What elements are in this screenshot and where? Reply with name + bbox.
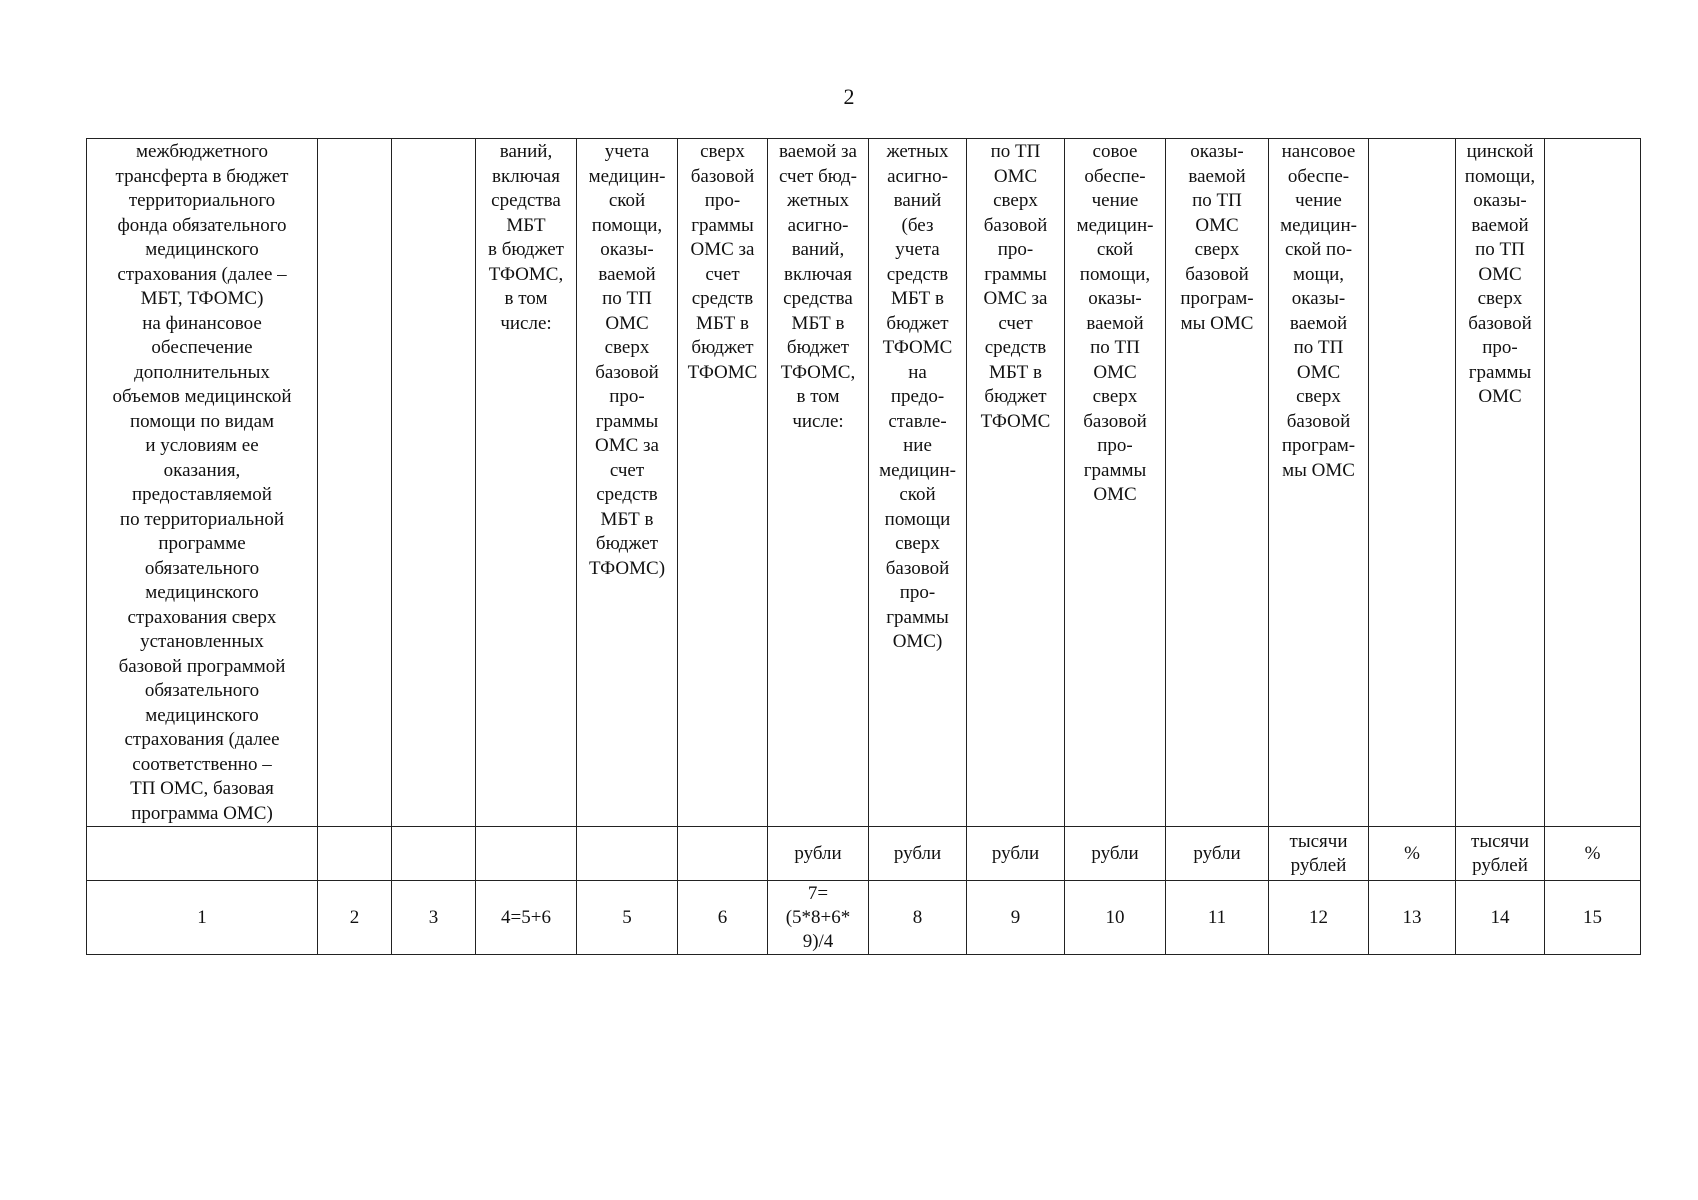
table-number-cell-5	[577, 881, 678, 955]
table-number-cell-13	[1369, 881, 1456, 955]
page-number: 2	[843, 84, 855, 109]
cell-text: 5	[622, 907, 632, 928]
table-header-cell-5	[577, 139, 678, 827]
table-header-cell-11	[1166, 139, 1269, 827]
table-header-cell-9	[967, 139, 1065, 827]
cell-text: межбюджетного трансферта в бюджет территориального фонда обязательного медицинского страхования (далее – МБТ, ТФОМС) на финансовое обеспечение дополнительных объемов медицинской помощи по видам и условиям ее оказания, предоставляемой по территориальной программе обязательного медицинского страхования сверх установленных базовой программой обязательного медицинского страхования (далее соответственно – ТП ОМС, базовая программа ОМС)	[112, 141, 292, 824]
table-header-cell-10	[1065, 139, 1166, 827]
table-header-cell-3	[392, 139, 476, 827]
cell-text: 12	[1309, 907, 1328, 928]
data-table	[86, 138, 1641, 955]
cell-text: рубли	[1193, 843, 1241, 864]
table-unit-cell-1	[87, 827, 318, 881]
cell-text: по ТП ОМС сверх базовой про- граммы ОМС за счет средств МБТ в бюджет ТФОМС	[980, 141, 1051, 432]
cell-text: 4=5+6	[501, 907, 551, 928]
table-header-row	[87, 139, 1641, 827]
cell-text: ваний, включая средства МБТ в бюджет ТФОМС, в том числе:	[488, 141, 564, 334]
table-number-cell-7	[768, 881, 869, 955]
table-unit-cell-3	[392, 827, 476, 881]
table-unit-cell-2	[318, 827, 392, 881]
cell-text: тысячи рублей	[1471, 831, 1529, 876]
cell-text: 11	[1207, 907, 1227, 928]
table-unit-cell-9	[967, 827, 1065, 881]
table-header-cell-14	[1456, 139, 1545, 827]
cell-text: 6	[717, 907, 728, 928]
cell-text: 15	[1583, 907, 1602, 928]
table-number-cell-9	[967, 881, 1065, 955]
table-unit-cell-15	[1545, 827, 1641, 881]
table-number-cell-4	[476, 881, 577, 955]
table-unit-row	[87, 827, 1641, 881]
cell-text: цинской помощи, оказы- ваемой по ТП ОМС сверх базовой про- граммы ОМС	[1464, 141, 1536, 407]
table-number-cell-6	[678, 881, 768, 955]
cell-text: рубли	[991, 843, 1040, 864]
table-number-cell-3	[392, 881, 476, 955]
table-number-cell-10	[1065, 881, 1166, 955]
table-unit-cell-11	[1166, 827, 1269, 881]
cell-text: совое обеспе- чение медицин- ской помощи, оказы- ваемой по ТП ОМС сверх базовой про- граммы ОМС	[1076, 141, 1154, 505]
cell-text: 10	[1105, 907, 1125, 928]
table-header-cell-7	[768, 139, 869, 827]
cell-text: 2	[349, 907, 360, 928]
cell-text: учета медицин- ской помощи, оказы- ваемой по ТП ОМС сверх базовой про- граммы ОМС за счет средств МБТ в бюджет ТФОМС)	[588, 141, 666, 579]
table-number-cell-15	[1545, 881, 1641, 955]
table-number-cell-14	[1456, 881, 1545, 955]
cell-text: 7= (5*8+6* 9)/4	[785, 883, 851, 952]
cell-text: %	[1404, 843, 1420, 864]
table-header-cell-2	[318, 139, 392, 827]
table-number-row	[87, 881, 1641, 955]
table-number-cell-12	[1269, 881, 1369, 955]
cell-text: сверх базовой про- граммы ОМС за счет средств МБТ в бюджет ТФОМС	[687, 141, 758, 383]
cell-text: рубли	[794, 843, 842, 864]
table-unit-cell-6	[678, 827, 768, 881]
cell-text: 14	[1490, 907, 1510, 928]
table-header-cell-15	[1545, 139, 1641, 827]
cell-text: 8	[912, 907, 923, 928]
table-unit-cell-10	[1065, 827, 1166, 881]
cell-text: рубли	[893, 843, 942, 864]
cell-text: оказы- ваемой по ТП ОМС сверх базовой програм- мы ОМС	[1180, 141, 1254, 334]
table-number-cell-11	[1166, 881, 1269, 955]
cell-text: нансовое обеспе- чение медицин- ской по- мощи, оказы- ваемой по ТП ОМС сверх базовой програм- мы ОМС	[1280, 141, 1357, 481]
cell-text: 13	[1402, 907, 1422, 928]
table-unit-cell-4	[476, 827, 577, 881]
cell-text: тысячи рублей	[1289, 831, 1348, 876]
cell-text: 1	[197, 907, 207, 928]
cell-text: рубли	[1091, 843, 1139, 864]
cell-text: жетных асигно- ваний (без учета средств МБТ в бюджет ТФОМС на предо- ставле- ние медицин- ской помощи сверх базовой про- граммы ОМС)	[879, 141, 956, 652]
table-unit-cell-14	[1456, 827, 1545, 881]
table-header-cell-4	[476, 139, 577, 827]
cell-text: 3	[428, 907, 439, 928]
table-header-cell-12	[1269, 139, 1369, 827]
table-number-cell-1	[87, 881, 318, 955]
table-unit-cell-5	[577, 827, 678, 881]
table-header-cell-1	[87, 139, 318, 827]
table-unit-cell-12	[1269, 827, 1369, 881]
table-number-cell-2	[318, 881, 392, 955]
cell-text: ваемой за счет бюд- жетных асигно- ваний, включая средства МБТ в бюджет ТФОМС, в том числе:	[779, 141, 857, 432]
table-unit-cell-13	[1369, 827, 1456, 881]
table-number-cell-8	[869, 881, 967, 955]
table-unit-cell-8	[869, 827, 967, 881]
table-header-cell-13	[1369, 139, 1456, 827]
cell-text: 9	[1010, 907, 1021, 928]
cell-text: %	[1584, 843, 1601, 864]
table-unit-cell-7	[768, 827, 869, 881]
table-header-cell-6	[678, 139, 768, 827]
table-header-cell-8	[869, 139, 967, 827]
